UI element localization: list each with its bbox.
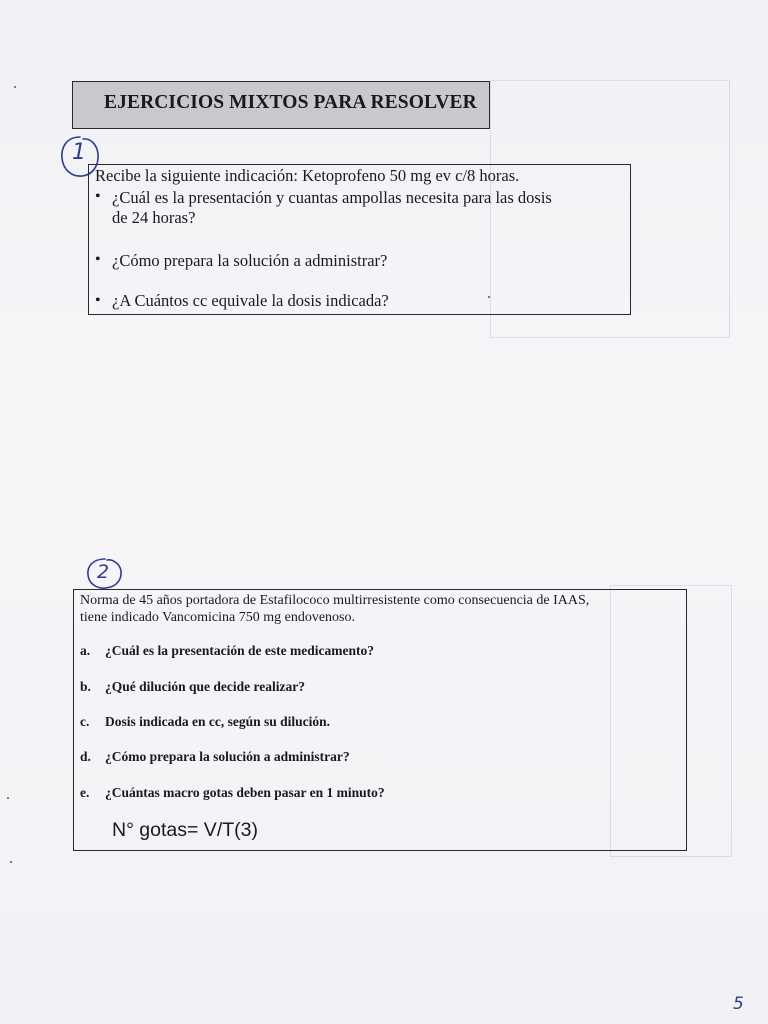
bullet-icon: • — [95, 251, 101, 268]
exercise-1-question-2: ¿Cómo prepara la solución a administrar? — [112, 251, 388, 270]
exercise-1-question-3: ¿A Cuántos cc equivale la dosis indicada? — [112, 291, 389, 310]
question-letter-e: e. — [80, 785, 90, 800]
question-letter-d: d. — [80, 749, 91, 764]
bullet-icon: • — [95, 188, 101, 205]
question-c: Dosis indicada en cc, según su dilución. — [105, 714, 331, 729]
bullet-icon: • — [95, 292, 101, 309]
question-letter-c: c. — [80, 714, 90, 729]
scan-speck — [488, 296, 490, 298]
exercise-2-intro-line-2: tiene indicado Vancomicina 750 mg endovenoso. — [80, 610, 356, 625]
exercise-1-question-1-line-1: ¿Cuál es la presentación y cuantas ampollas necesita para las dosis — [112, 188, 552, 207]
question-e: ¿Cuántas macro gotas deben pasar en 1 minuto? — [105, 785, 385, 800]
exercise-1-intro: Recibe la siguiente indicación: Ketoprofeno 50 mg ev c/8 horas. — [95, 166, 520, 185]
drops-formula: N° gotas= V/T(3) — [112, 819, 258, 841]
exercise-1-number: 1 — [72, 140, 86, 165]
question-letter-b: b. — [80, 679, 91, 694]
exercise-2-intro-line-1: Norma de 45 años portadora de Estafilococo multirresistente como consecuencia de IAAS, — [80, 593, 590, 608]
exercise-2-number: 2 — [97, 561, 110, 583]
question-a: ¿Cuál es la presentación de este medicamento? — [105, 643, 374, 658]
page-number: 5 — [733, 994, 744, 1014]
worksheet-title: EJERCICIOS MIXTOS PARA RESOLVER — [104, 92, 477, 113]
question-d: ¿Cómo prepara la solución a administrar? — [105, 749, 350, 764]
scan-speck — [14, 86, 16, 88]
question-letter-a: a. — [80, 643, 91, 658]
exercise-1-question-1-line-2: de 24 horas? — [112, 208, 196, 227]
scan-speck — [7, 797, 9, 799]
scan-speck — [10, 861, 12, 863]
question-b: ¿Qué dilución que decide realizar? — [105, 679, 305, 694]
